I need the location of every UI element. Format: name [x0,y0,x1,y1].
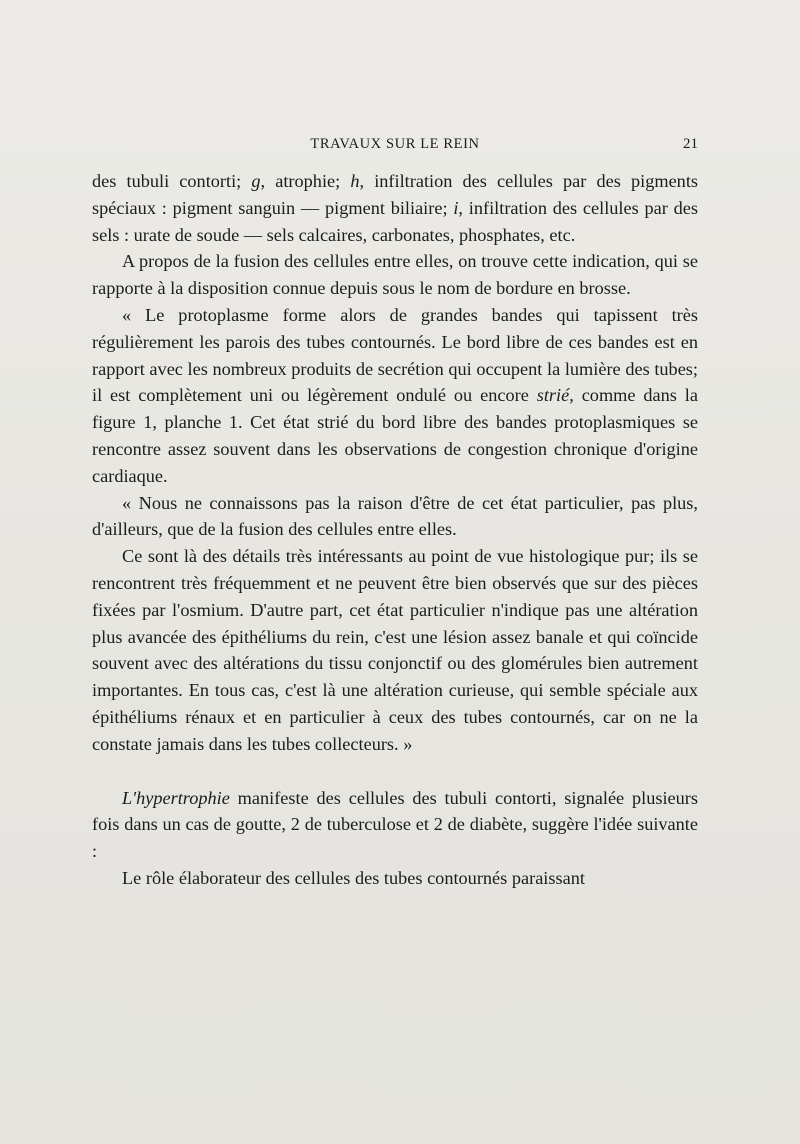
text-run: « Nous ne connaissons pas la raison d'être de cet état particulier, pas plus, d'ailleurs, que de la fusion des cellules entre elles. [92,492,698,540]
text-run: , infiltration des cellules par des pigments spéciaux : pigment sanguin — pigment biliaire; [92,171,699,218]
italic-text: h [350,171,360,191]
paragraph-role-elaborateur [92,865,698,892]
body-text [92,168,698,892]
paragraph-hypertrophie [92,785,698,865]
text-run: , infiltration des cellules par des sels : urate de soude — sels calcaires, carbonates, phosphates, etc. [92,197,698,245]
paragraph-quote-raison [92,490,698,544]
paragraph-quote-protoplasme [92,302,698,490]
text-run: , comme dans la figure 1, planche 1. Cet état strié du bord libre des bandes protoplasmiques se rencontre assez souvent dans les observations de congestion chronique d'origine cardiaque. [92,385,698,486]
text-run: , atrophie; [260,171,351,191]
italic-text: g [251,171,261,191]
page-number: 21 [683,136,698,152]
text-run: Ce sont là des détails très intéressants au point de vue histologique pur; ils se rencontrent très fréquemment et ne peuvent être bien observés que sur des pièces fixées par l'osmium. D'autre part, cet état particulier n'indique pas une altération plus avancée des épithéliums du rein, c'est une lésion assez banale et qui coïncide souvent avec des altérations du tissu conjonctif ou des glomérules bien autrement importantes. En tous cas, c'est là une altération curieuse, qui semble spéciale aux épithéliums rénaux et en particulier à ceux des tubes contournés, car on ne la constate jamais dans les tubes collecteurs. » [92,546,698,754]
italic-text: L'hypertrophie [122,787,230,808]
paragraph-continuation [92,168,698,248]
italic-text: i [453,197,459,218]
text-run: Le rôle élaborateur des cellules des tubes contournés paraissant [122,867,585,888]
text-run: des tubuli contorti; [92,171,252,191]
text-run: manifeste des cellules des tubuli contorti, signalée plusieurs fois dans un cas de goutte, 2 de tuberculose et 2 de diabète, suggère l'idée suivante : [92,787,698,862]
text-run: « Le protoplasme forme alors de grandes bandes qui tapissent très régulièrement les parois des tubes contournés. Le bord libre de ces bandes est en rapport avec les nombreux produits de secrétion qui occupent la lumière des tubes; il est complètement uni ou légèrement ondulé ou encore [92,304,698,406]
paragraph-details-histologiques [92,543,698,757]
paragraph-fusion-cellules [92,248,698,302]
running-title: TRAVAUX SUR LE REIN [310,136,480,152]
running-head [92,136,698,160]
italic-text: strié [536,385,570,406]
text-run: A propos de la fusion des cellules entre elles, on trouve cette indication, qui se rapporte à la disposition connue depuis sous le nom de bordure en brosse. [92,251,698,299]
